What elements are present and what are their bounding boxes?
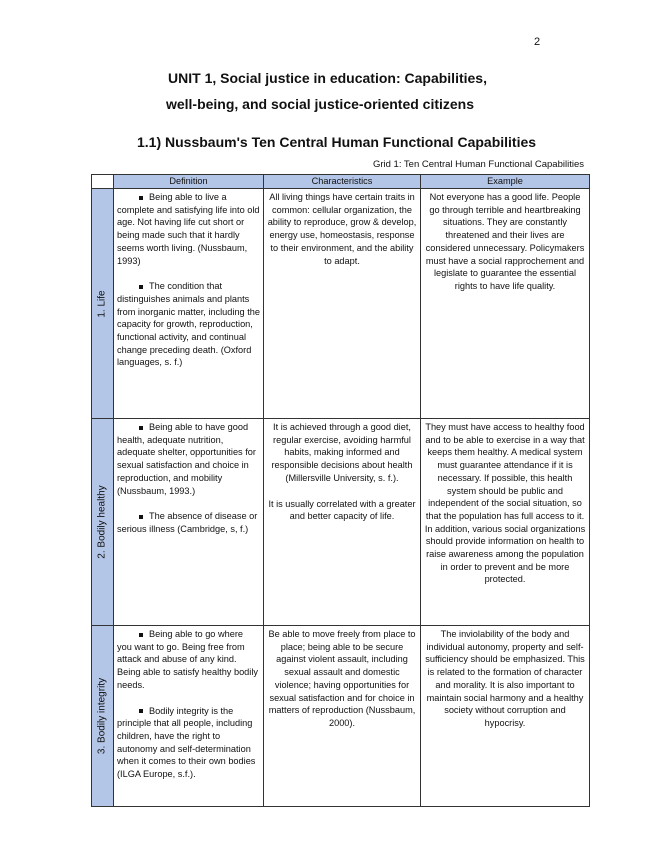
row-label: 3. Bodily integrity	[96, 677, 108, 755]
table-row	[92, 419, 590, 626]
table-row	[92, 626, 590, 807]
row-label-cell	[92, 419, 114, 626]
definition-cell	[114, 189, 264, 419]
characteristics-paragraph: It is usually correlated with a greater and better capacity of life.	[268, 498, 416, 522]
bullet-icon	[139, 196, 143, 200]
header-characteristics: Characteristics	[264, 175, 421, 189]
section-title: 1.1) Nussbaum's Ten Central Human Functional Capabilities	[137, 134, 537, 150]
bullet-icon	[139, 426, 143, 430]
example-paragraph: They must have access to healthy food and to be able to exercise in a way that keeps them healthy. A medical system must guarantee attendance if it is necessary. If possible, this health system should be public and independent of the social situation, so that the population has full access to it. In addition, various social organizations should provide information on health to raise awareness among the population in order to prevent and be more protected.	[424, 422, 586, 585]
unit-title-line-2: well-being, and social justice-oriented citizens	[165, 96, 475, 112]
definition-paragraph: The absence of disease or serious illness (Cambridge, s, f.)	[117, 511, 258, 534]
capabilities-table	[91, 174, 590, 807]
definition-paragraph: Being able to live a complete and satisfying life into old age. Not having life cut short or being made such that it hardly seems worth living. (Nussbaum, 1993)	[117, 192, 260, 266]
bullet-icon	[139, 285, 143, 289]
table-row	[92, 189, 590, 419]
example-cell	[421, 189, 590, 419]
table-header-row	[92, 175, 590, 189]
characteristics-cell	[264, 189, 421, 419]
example-paragraph: Not everyone has a good life. People go through terrible and heartbreaking situations. They are constantly threatened and their lives are considered unnecessary. Policymakers must have a social rapprochement and legislate to guarantee the essential rights to have life quality.	[425, 192, 585, 291]
definition-paragraph: Being able to have good health, adequate nutrition, adequate shelter, opportunities for sexual satisfaction and choice in reproduction, and mobility (Nussbaum, 1993.)	[117, 422, 256, 496]
header-definition: Definition	[114, 175, 264, 189]
characteristics-cell	[264, 626, 421, 807]
table-corner-cell	[92, 175, 114, 189]
definition-paragraph: Being able to go where you want to go. Being free from attack and abuse of any kind. Being able to satisfy healthy bodily needs.	[117, 629, 258, 690]
row-label-cell	[92, 189, 114, 419]
page-number: 2	[534, 36, 541, 48]
grid-caption: Grid 1: Ten Central Human Functional Capabilities	[372, 159, 584, 170]
example-paragraph: The inviolability of the body and individual autonomy, property and self-sufficiency should be emphasized. This is related to the formation of character and morality. It is also important to maintain social harmony and a healthy society without corruption and hypocrisy.	[425, 629, 585, 728]
row-label: 1. Life	[96, 289, 108, 318]
definition-paragraph: Bodily integrity is the principle that all people, including children, have the right to autonomy and self-determination when it comes to their own bodies (ILGA Europe, s.f.).	[117, 705, 256, 780]
definition-paragraph: The condition that distinguishes animals and plants from inorganic matter, including the capacity for growth, reproduction, functional activity, and continual change preceding death. (Oxford languages, s. f.)	[117, 281, 260, 368]
row-label: 2. Bodily healthy	[96, 485, 108, 559]
bullet-icon	[139, 515, 143, 519]
definition-cell	[114, 626, 264, 807]
header-example: Example	[421, 175, 590, 189]
example-cell	[421, 626, 590, 807]
definition-cell	[114, 419, 264, 626]
row-label-cell	[92, 626, 114, 807]
bullet-icon	[139, 633, 143, 637]
example-cell	[421, 419, 590, 626]
characteristics-cell	[264, 419, 421, 626]
unit-title-line-1: UNIT 1, Social justice in education: Capabilities,	[168, 70, 487, 86]
characteristics-paragraph: All living things have certain traits in common: cellular organization, the ability to reproduce, grow & develop, energy use, homeostasis, response to their environment, and the ability to adapt.	[267, 192, 417, 266]
bullet-icon	[139, 709, 143, 713]
characteristics-paragraph: It is achieved through a good diet, regular exercise, avoiding harmful habits, making informed and responsible decisions about health (Millersville University, s. f.).	[271, 422, 413, 483]
characteristics-paragraph: Be able to move freely from place to place; being able to be secure against violent assault, including sexual assault and domestic violence; having opportunities for sexual satisfaction and for choice in matters of reproduction (Nussbaum, 2000).	[268, 629, 416, 728]
